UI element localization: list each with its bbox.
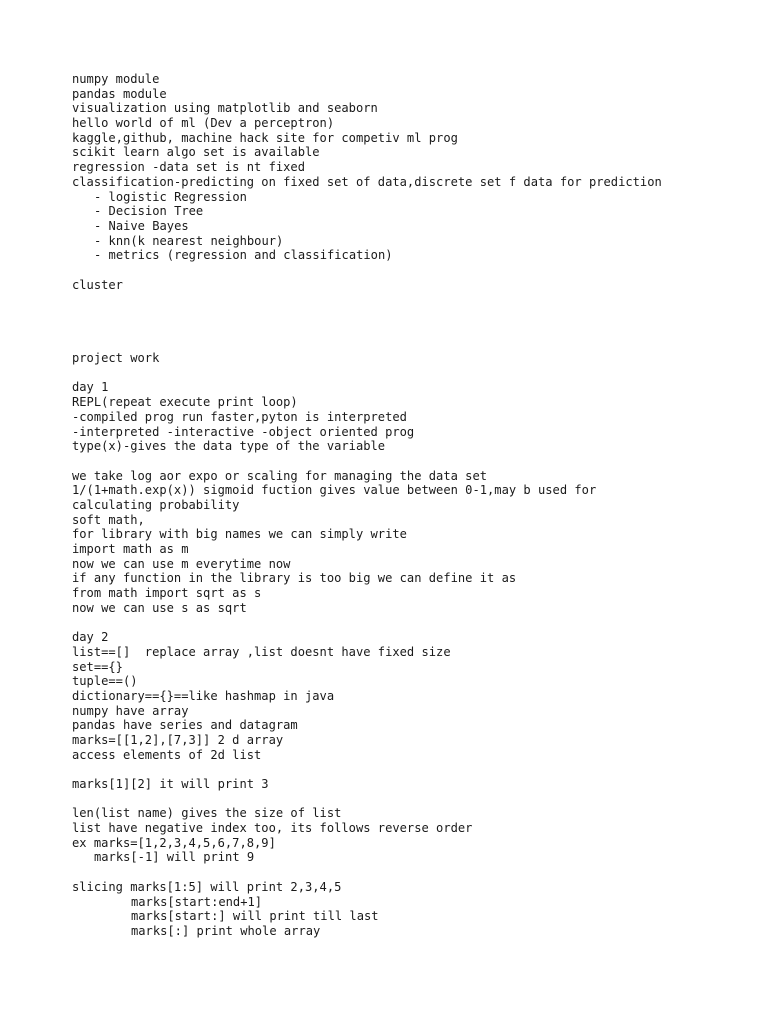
- blank-line: [72, 762, 752, 777]
- text-line: marks[1][2] it will print 3: [72, 777, 269, 791]
- text-line: numpy module: [72, 72, 160, 86]
- text-line: set=={}: [72, 659, 123, 674]
- text-line: we take log aor expo or scaling for managing the data set: [72, 468, 488, 483]
- text-line: list==[] replace array ,list doesnt have fixed size: [72, 644, 451, 659]
- text-line: marks[-1] will print 9: [94, 850, 255, 865]
- blank-line: [72, 454, 752, 469]
- text-line: regression -data set is nt fixed: [72, 160, 305, 175]
- text-line: ex marks=[1,2,3,4,5,6,7,8,9]: [72, 835, 276, 850]
- text-line: import math as m: [72, 542, 189, 556]
- blank-line: [72, 336, 752, 351]
- text-line: marks[start:] will print till last: [131, 909, 379, 924]
- text-line: hello world of ml (Dev a perceptron): [72, 116, 335, 131]
- section-heading: day 1: [72, 380, 109, 395]
- text-line: REPL(repeat execute print loop): [72, 395, 298, 410]
- text-line: list have negative index too, its follows reverse order: [72, 821, 473, 836]
- section-heading: project work: [72, 351, 160, 366]
- blank-line: [72, 322, 752, 337]
- text-line: slicing marks[1:5] will print 2,3,4,5: [72, 879, 342, 894]
- text-line: for library with big names we can simply write: [72, 527, 407, 542]
- blank-line: [72, 865, 752, 880]
- text-line: numpy have array: [72, 703, 189, 718]
- blank-line: [72, 792, 752, 807]
- text-line: pandas module: [72, 86, 167, 101]
- blank-line: [72, 615, 752, 630]
- text-line: marks[:] print whole array: [131, 923, 321, 938]
- text-line: soft math,: [72, 512, 145, 527]
- list-item: - Naive Bayes: [94, 218, 189, 233]
- text-line: if any function in the library is too big we can define it as: [72, 571, 517, 586]
- text-line: dictionary=={}==like hashmap in java: [72, 688, 335, 703]
- text-line: scikit learn algo set is available: [72, 145, 320, 160]
- blank-line: [72, 292, 752, 307]
- text-line: -interpreted -interactive -object oriented prog: [72, 424, 415, 439]
- blank-line: [72, 307, 752, 322]
- text-line: pandas have series and datagram: [72, 718, 298, 733]
- text-line: visualization using matplotlib and seaborn: [72, 101, 378, 116]
- blank-line: [72, 366, 752, 381]
- list-item: - metrics (regression and classification): [94, 248, 393, 263]
- blank-line: [72, 263, 752, 278]
- text-line: len(list name) gives the size of list: [72, 806, 342, 821]
- text-line: from math import sqrt as s: [72, 586, 262, 601]
- text-line: 1/(1+math.exp(x)) sigmoid fuction gives value between 0-1,may b used for: [72, 483, 597, 498]
- text-line: kaggle,github, machine hack site for competiv ml prog: [72, 130, 458, 145]
- document-page: [72, 72, 752, 939]
- list-item: - knn(k nearest neighbour): [94, 233, 284, 248]
- text-line: -compiled prog run faster,pyton is interpreted: [72, 409, 407, 424]
- text-line: marks=[[1,2],[7,3]] 2 d array: [72, 732, 284, 747]
- list-item: - logistic Regression: [94, 189, 247, 204]
- section-heading: day 2: [72, 630, 109, 645]
- text-line: now we can use m everytime now: [72, 556, 291, 571]
- text-line: marks[start:end+1]: [131, 894, 263, 909]
- list-item: - Decision Tree: [94, 204, 204, 219]
- text-line: access elements of 2d list: [72, 747, 262, 762]
- text-line: classification-predicting on fixed set of data,discrete set f data for prediction: [72, 174, 662, 189]
- text-line: type(x)-gives the data type of the variable: [72, 439, 386, 454]
- text-line: calculating probability: [72, 497, 240, 512]
- text-line: now we can use s as sqrt: [72, 600, 247, 615]
- text-line: tuple==(): [72, 674, 138, 689]
- text-line: cluster: [72, 277, 123, 292]
